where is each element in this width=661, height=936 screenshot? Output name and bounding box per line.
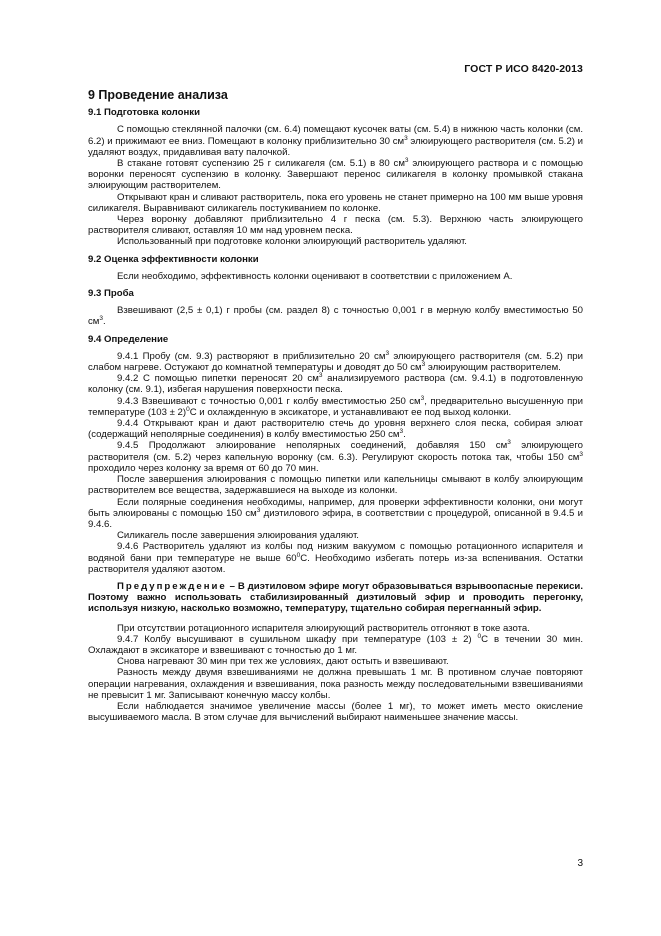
page-number: 3 [577,858,583,869]
paragraph: В стакане готовят суспензию 25 г силикагеля (см. 5.1) в 80 $см^3$ элюирующего раствора и с помощью воронки переносят суспензию в колонку. Завершают перенос силикагеля в колонку промывкой стакана элюирующим растворителем. [88,157,583,192]
warning-note: Предупреждение – В диэтиловом эфире могут образовываться взрывоопасные перекиси. Поэтому важно использовать стабилизированный диэтиловый эфир и проводить перегонку, используя низкую, насколько возможно, температуру, тщательно собирая перегнанный эфир. [88,580,583,615]
paragraph: 9.4.6 Растворитель удаляют из колбы под низким вакуумом с помощью ротационного испарителя и водяной бани при температуре не выше $60^0С$. Необходимо избегать потерь из-за вспенивания. Остатки растворителя удаляют азотом. [88,541,583,575]
paragraph: Открывают кран и сливают растворитель, пока его уровень не станет примерно на 100 мм выше уровня силикагеля. Выравнивают силикагель постукиванием по колонке. [88,191,583,214]
paragraph: 9.4.4 Открывают кран и дают растворителю стечь до уровня верхнего слоя песка, собирая элюат (содержащий неполярные соединения) в колбу вместимостью 250 $см^3$. [88,418,583,441]
section-9-2-title: 9.2 Оценка эффективности колонки [88,253,259,265]
paragraph: 9.4.2 С помощью пипетки переносят 20 $см^3$ анализируемого раствора (см. 9.4.1) в подготовленную колонку (см. 9.1), избегая нарушения поверхности песка. [88,372,584,396]
paragraph: Разность между двумя взвешиваниями не должна превышать 1 мг. В противном случае повторяют операции нагревания, охлаждения и взвешивания, пока разность между последовательными взвешиваниями не превысит 1 мг. Записывают конечную массу колбы. [88,667,583,701]
paragraph: Если необходимо, эффективность колонки оценивают в соответствии с приложением А. [117,270,513,282]
paragraph: 9.4.7 Колбу высушивают в сушильном шкафу при температуре (103 ± 2) $^0$С в течении 30 мин. Охлаждают в эксикаторе и взвешивают с точностью до 1 мг. [88,632,583,656]
section-9-3-title: 9.3 Проба [88,288,134,300]
warning-label: Предупреждение [117,580,227,592]
paragraph: Если полярные соединения необходимы, например, для проверки эффективности колонки, они могут быть элюированы с помощью 150 $см^3$ диэтилового эфира, в соответствии с процедурой, описанной в 9.4.5 и 9.4.6. [88,496,583,530]
section-9-1-title: 9.1 Подготовка колонки [88,107,200,119]
paragraph: Взвешивают (2,5 ± 0,1) г пробы (см. раздел 8) с точностью 0,001 г в мерную колбу вместимостью 50 $см^3$. [88,305,583,328]
paragraph: Использованный при подготовке колонки элюирующий растворитель удаляют. [117,236,467,248]
paragraph: 9.4.1 Пробу (см. 9.3) растворяют в приблизительно 20 $см^3$ элюирующего растворителя (см. 5.2) при слабом нагреве. Остужают до комнатной температуры и доводят до 50 $см^3$ элюирующим растворителем. [88,349,583,374]
section-9-4-title: 9.4 Определение [88,333,169,345]
paragraph: 9.4.5 Продолжают элюирование неполярных соединений, добавляя 150 $см^3$ элюирующего растворителя (см. 5.2) через капельную воронку (см. 6.3). Регулируют скорость потока так, чтобы 150 $см^3$ проходило через колонку за время от 60 до 70 мин. [88,439,583,474]
paragraph: При отсутствии ротационного испарителя элюирующий растворитель отгоняют в токе азота. [117,622,530,634]
paragraph: Если наблюдается значимое увеличение массы (более 1 мг), то может иметь место окисление высушиваемого масла. В этом случае для вычислений выбирают наименьшее значение массы. [88,700,583,724]
paragraph: После завершения элюирования с помощью пипетки или капельницы смывают в колбу элюирующим растворителем все вещества, задержавшиеся на выходе из колонки. [88,474,583,497]
section-9-title: 9 Проведение анализа [88,88,228,102]
document-header: ГОСТ Р ИСО 8420-2013 [464,63,583,75]
paragraph: С помощью стеклянной палочки (см. 6.4) помещают кусочек ваты (см. 5.4) в нижнюю часть колонки (см. 6.2) и прижимают ее вниз. Помещают в колонку приблизительно 30 $см^3$ элюирующего растворителя (см. 5.2) и удаляют воздух, придавливая вату палочкой. [88,124,584,158]
paragraph: Силикагель после завершения элюирования удаляют. [117,530,359,542]
paragraph: 9.4.3 Взвешивают с точностью 0,001 г колбу вместимостью 250 $см^3$, предварительно высушенную при температуре $(103 \pm 2)^0С$ и охлажденную в эксикаторе, и устанавливают ее под выход колонки. [88,394,583,418]
document-body [88,86,583,723]
paragraph: Через воронку добавляют приблизительно 4 г песка (см. 5.3). Верхнюю часть элюирующего растворителя сливают, оставляя 10 мм над уровнем песка. [88,214,583,237]
paragraph: Снова нагревают 30 мин при тех же условиях, дают остыть и взвешивают. [117,656,449,668]
